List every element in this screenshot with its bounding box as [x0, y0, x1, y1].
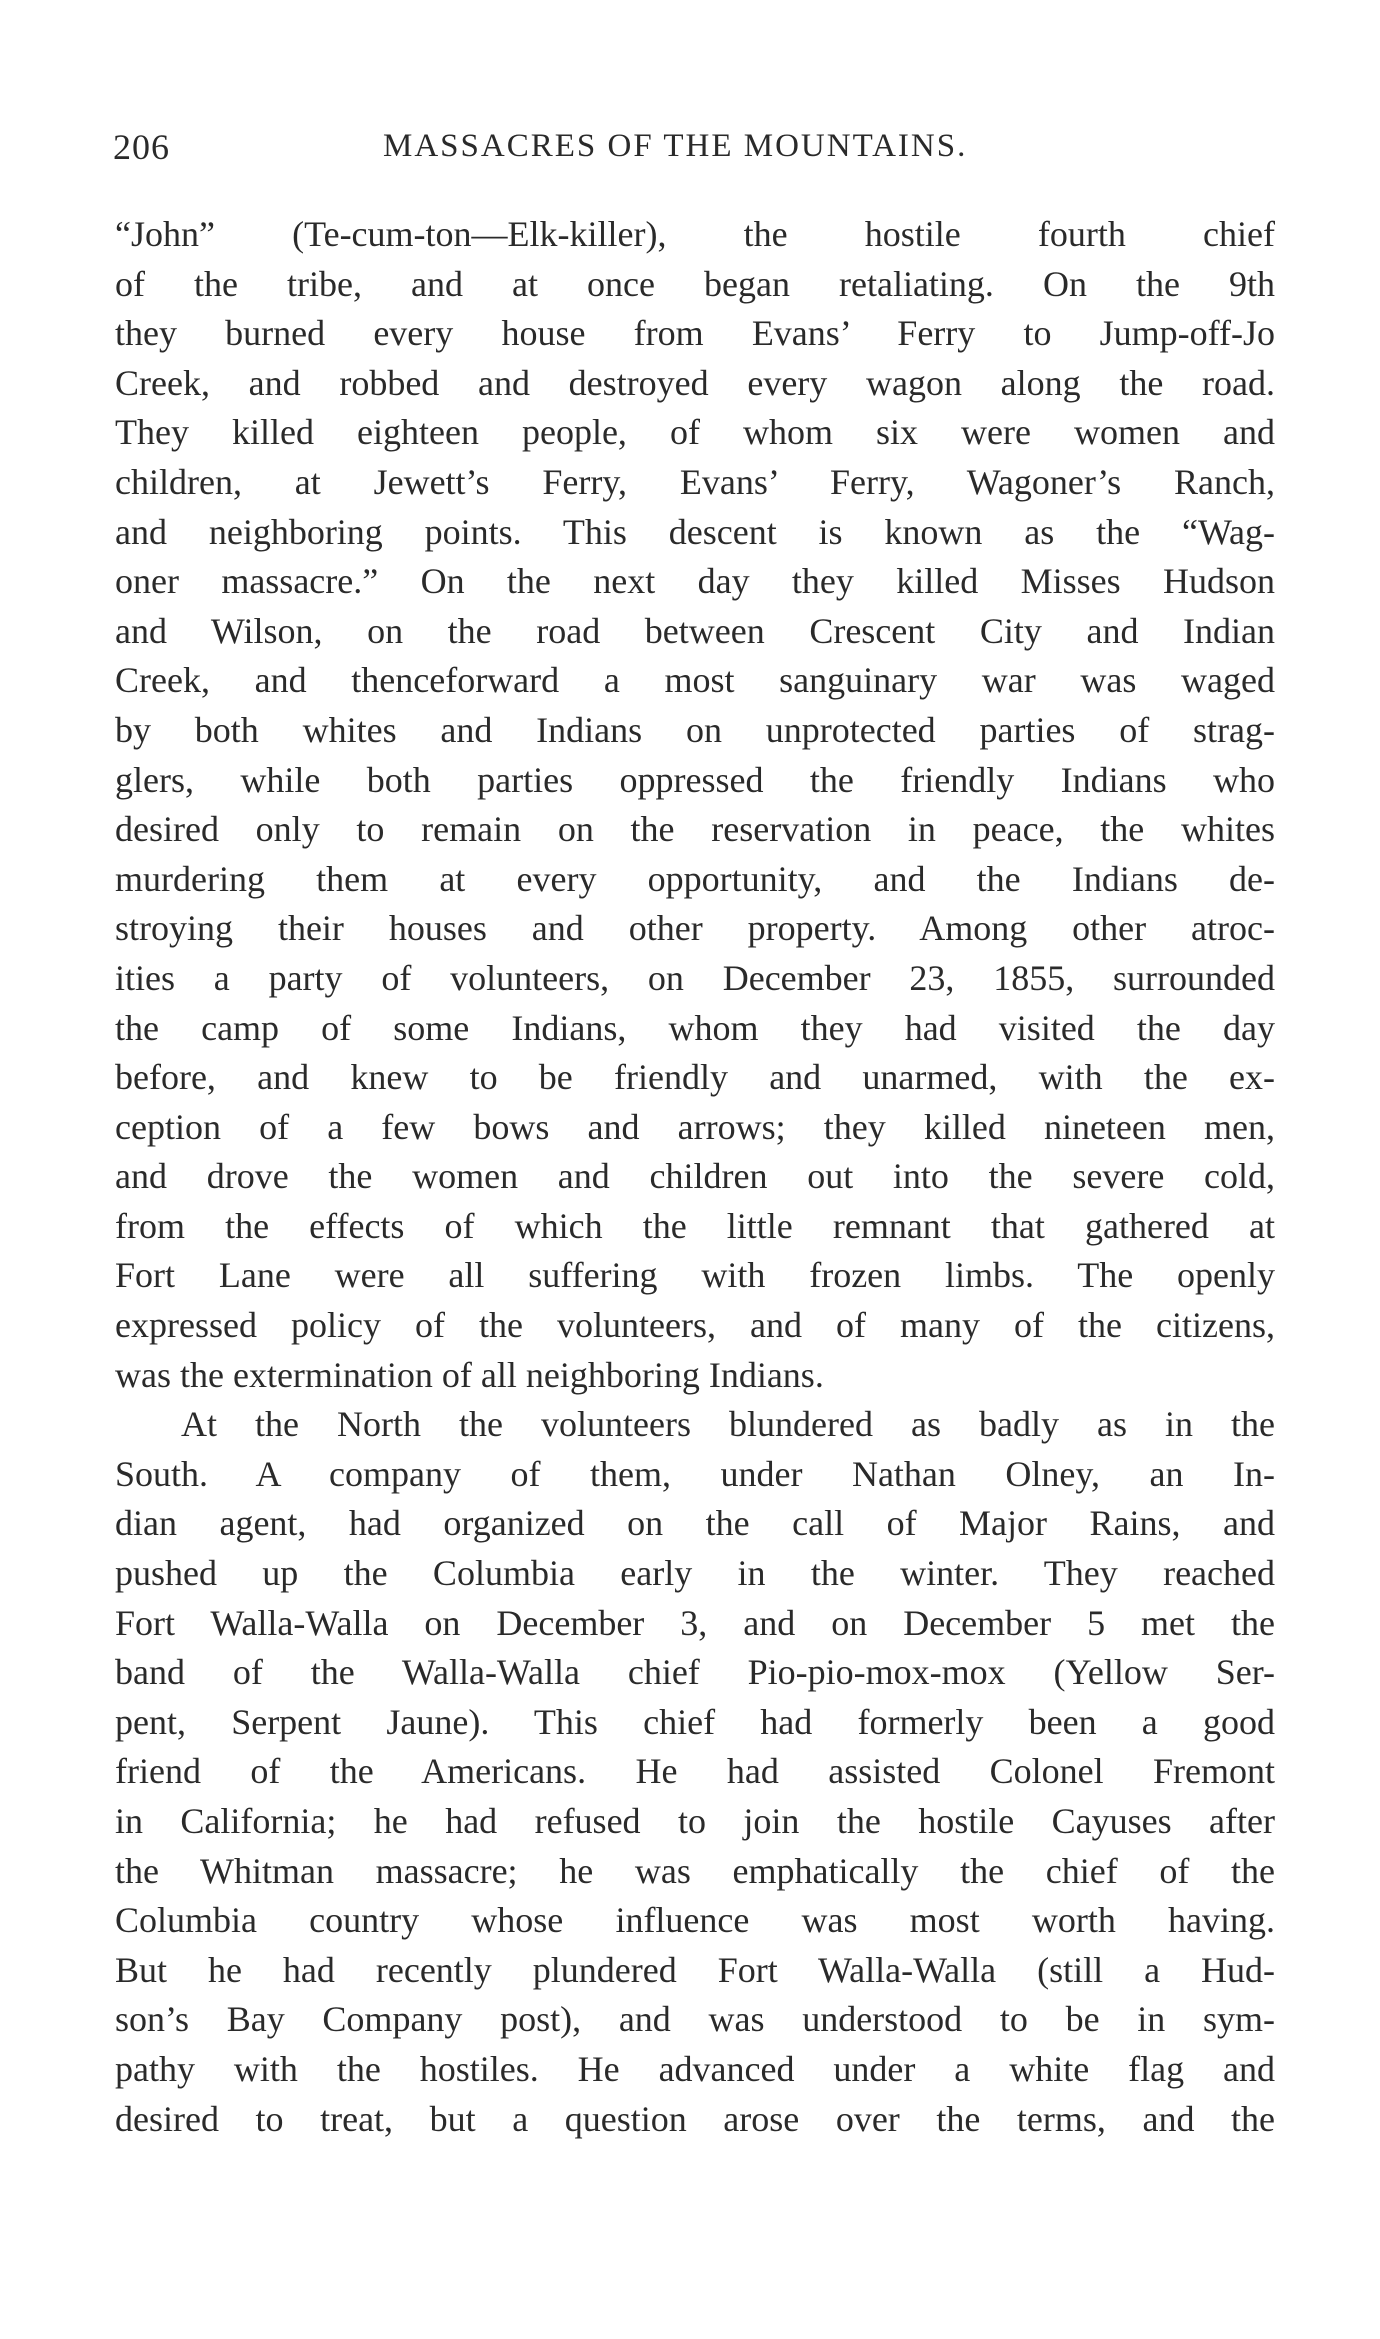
text-line: glers, while both parties oppressed the friendly Indians who: [115, 759, 1275, 800]
text-line: oner massacre.” On the next day they killed Misses Hudson: [115, 561, 1275, 602]
text-line: Creek, and robbed and destroyed every wagon along the road.: [115, 362, 1275, 403]
text-line: Creek, and thenceforward a most sanguinary war was waged: [115, 660, 1275, 701]
text-line: by both whites and Indians on unprotected parties of strag-: [115, 709, 1275, 750]
text-line: murdering them at every opportunity, and the Indians de-: [115, 858, 1275, 899]
text-line: and Wilson, on the road between Crescent City and Indian: [115, 610, 1275, 651]
text-line: ities a party of volunteers, on December 23, 1855, surrounded: [115, 957, 1275, 998]
text-line: children, at Jewett’s Ferry, Evans’ Ferry, Wagoner’s Ranch,: [115, 461, 1275, 502]
text-line: South. A company of them, under Nathan Olney, an In-: [115, 1453, 1275, 1494]
text-line: Fort Walla-Walla on December 3, and on December 5 met the: [115, 1602, 1275, 1643]
text-line: They killed eighteen people, of whom six were women and: [115, 412, 1275, 453]
text-line: of the tribe, and at once began retaliating. On the 9th: [115, 263, 1275, 304]
text-line: from the effects of which the little remnant that gathered at: [115, 1205, 1275, 1246]
text-line: the camp of some Indians, whom they had visited the day: [115, 1007, 1275, 1048]
text-line: before, and knew to be friendly and unarmed, with the ex-: [115, 1057, 1275, 1098]
body-text: [115, 210, 1275, 2144]
text-line: the Whitman massacre; he was emphatically the chief of the: [115, 1850, 1275, 1891]
text-line: they burned every house from Evans’ Ferry to Jump-off-Jo: [115, 313, 1275, 354]
paragraph-start-line: At the North the volunteers blundered as badly as in the: [181, 1404, 1275, 1445]
text-line: friend of the Americans. He had assisted Colonel Fremont: [115, 1751, 1275, 1792]
text-line: stroying their houses and other property. Among other atroc-: [115, 908, 1275, 949]
text-line: “John” (Te-cum-ton—Elk-killer), the hostile fourth chief: [115, 214, 1275, 254]
running-head: MASSACRES OF THE MOUNTAINS.: [383, 128, 968, 164]
text-line: desired to treat, but a question arose over the terms, and the: [115, 2098, 1275, 2139]
text-line: in California; he had refused to join the hostile Cayuses after: [115, 1801, 1275, 1841]
text-line: pathy with the hostiles. He advanced under a white flag and: [115, 2048, 1275, 2089]
text-line: But he had recently plundered Fort Walla-Walla (still a Hud-: [115, 1949, 1275, 1990]
text-line: band of the Walla-Walla chief Pio-pio-mox-mox (Yellow Ser-: [115, 1652, 1275, 1693]
text-line: son’s Bay Company post), and was understood to be in sym-: [115, 1999, 1275, 2040]
text-line: Fort Lane were all suffering with frozen limbs. The openly: [115, 1255, 1275, 1296]
text-line: expressed policy of the volunteers, and of many of the citizens,: [115, 1305, 1275, 1346]
page-number: 206: [113, 127, 170, 167]
page-header: [113, 126, 1263, 174]
text-line: desired only to remain on the reservation in peace, the whites: [115, 809, 1275, 850]
text-line: dian agent, had organized on the call of Major Rains, and: [115, 1503, 1275, 1544]
text-line: ception of a few bows and arrows; they killed nineteen men,: [115, 1106, 1275, 1147]
text-line: Columbia country whose influence was most worth having.: [115, 1900, 1275, 1941]
text-line: and neighboring points. This descent is known as the “Wag-: [115, 511, 1275, 552]
text-line: and drove the women and children out into the severe cold,: [115, 1156, 1275, 1197]
text-line: pent, Serpent Jaune). This chief had formerly been a good: [115, 1701, 1275, 1742]
paragraph-end-line: was the extermination of all neighboring Indians.: [115, 1354, 824, 1395]
text-line: pushed up the Columbia early in the winter. They reached: [115, 1553, 1275, 1594]
